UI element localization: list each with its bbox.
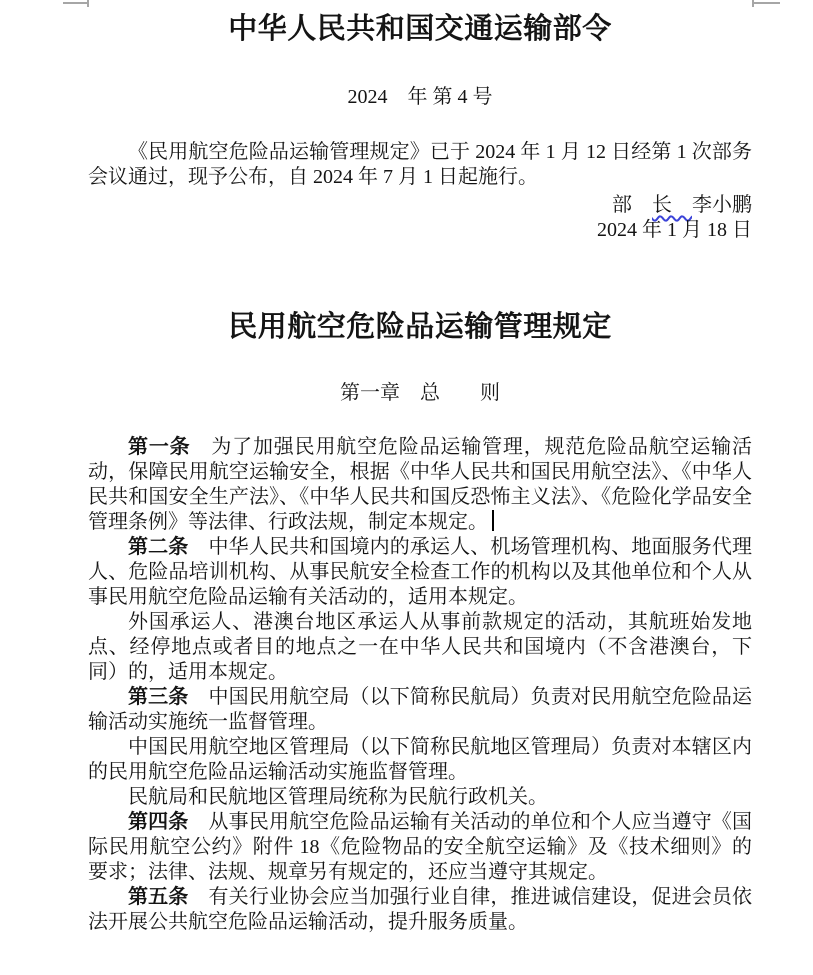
article-text[interactable]: 外国承运人、港澳台地区承运人从事前款规定的活动，其航班始发地点、经停地点或者目的地点之一在中华人民共和国境内（不含港澳台，下同）的，适用本规定。 [88,611,752,683]
article-paragraph[interactable] [88,685,752,735]
articles-section[interactable] [88,435,752,935]
signature-name[interactable]: 李小鹏 [692,194,752,216]
signature-date[interactable]: 2024 年 1 月 18 日 [597,219,752,241]
article-paragraph[interactable] [88,735,752,785]
article-number[interactable]: 第一条 [128,436,212,458]
article-paragraph[interactable] [88,810,752,885]
document-text-area[interactable] [88,0,752,935]
article-paragraph[interactable] [88,885,752,935]
article-text[interactable]: 中国民用航空地区管理局（以下简称民航地区管理局）负责对本辖区内的民用航空危险品运输活动实施监督管理。 [88,736,752,783]
decree-title[interactable]: 中华人民共和国交通运输部令 [228,13,612,45]
article-paragraph[interactable] [88,610,752,685]
article-text[interactable]: 为了加强民用航空危险品运输管理，规范危险品航空运输活动，保障民用航空运输安全，根据《中华人民共和国民用航空法》、《中华人民共和国安全生产法》、《中华人民共和国反恐怖主义法》、《危险化学品安全管理条例》等法律、行政法规，制定本规定。 [88,436,753,533]
article-number[interactable]: 第四条 [128,811,209,833]
article-number[interactable]: 第五条 [128,886,209,908]
article-text[interactable]: 民航局和民航地区管理局统称为民航行政机关。 [128,786,548,808]
article-text[interactable]: 有关行业协会应当加强行业自律，推进诚信建设，促进会员依法开展公共航空危险品运输活动，提升服务质量。 [88,886,753,933]
text-boundary-mark-right-horizontal [754,2,780,4]
text-boundary-mark-left-horizontal [63,2,89,4]
article-paragraph[interactable] [88,435,752,535]
regulation-title[interactable]: 民用航空危险品运输管理规定 [228,311,612,343]
chapter-heading[interactable]: 第一章 总 则 [340,382,500,404]
article-text[interactable]: 中华人民共和国境内的承运人、机场管理机构、地面服务代理人、危险品培训机构、从事民航安全检查工作的机构以及其他单位和个人从事民用航空危险品运输有关活动的，适用本规定。 [88,536,753,608]
grammar-squiggle-text[interactable]: 长 [652,194,692,216]
text-boundary-mark-right-vertical [752,0,754,7]
decree-issue-number[interactable]: 2024 年 第 4 号 [347,86,493,108]
signature-title[interactable]: 部 [612,194,652,216]
article-paragraph[interactable] [88,785,752,810]
article-number[interactable]: 第二条 [128,536,209,558]
article-paragraph[interactable] [88,535,752,610]
article-text[interactable]: 从事民用航空危险品运输有关活动的单位和个人应当遵守《国际民用航空公约》附件 18《危险物品的安全航空运输》及《技术细则》的要求；法律、法规、规章另有规定的，还应当遵守其规定。 [88,811,753,883]
article-number[interactable]: 第三条 [128,686,209,708]
signature-line[interactable] [88,193,752,218]
text-caret [492,510,494,531]
preamble-paragraph[interactable]: 《民用航空危险品运输管理规定》已于 2024 年 1 月 12 日经第 1 次部务会议通过，现予公布，自 2024 年 7 月 1 日起施行。 [88,141,752,188]
article-text[interactable]: 中国民用航空局（以下简称民航局）负责对民用航空危险品运输活动实施统一监督管理。 [88,686,753,733]
